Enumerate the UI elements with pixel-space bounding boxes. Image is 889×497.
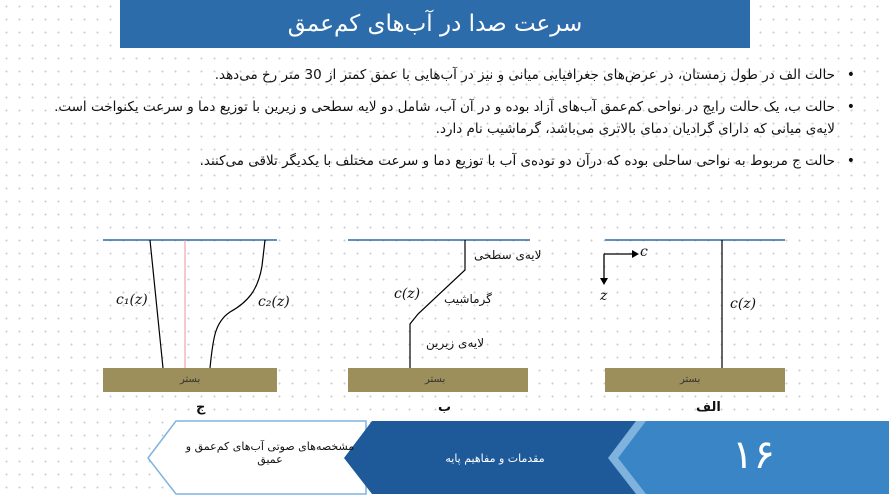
z-axis-label: z (600, 288, 608, 304)
bottom-layer-label: لایه‌ی زیرین (426, 336, 485, 350)
bullet-text: حالت الف در طول زمستان، در عرض‌های جغرافیایی میانی و نیز در آب‌هایی با عمق کمتر از 30 متر رخ می‌دهد. (214, 67, 835, 83)
bullet-item (40, 96, 855, 140)
z-axis-arrowhead-icon (600, 278, 608, 285)
c1z-label: c₁(z) (116, 292, 148, 308)
page-number: ۱۶ (732, 432, 775, 478)
diagram-graphics (0, 228, 889, 428)
pane-label-b: ب (438, 400, 452, 415)
surface-layer-label: لایه‌ی سطحی (474, 248, 542, 262)
section-title: مقدمات و مفاهیم پایه (445, 452, 545, 465)
bullet-item (40, 150, 855, 172)
speed-profile-c2 (210, 240, 265, 368)
cz-label-a: c(z) (730, 296, 757, 312)
seabed-label-a: بستر (680, 374, 701, 385)
slide-footer (0, 418, 889, 497)
bullet-item (40, 64, 855, 86)
pane-label-a: الف (696, 400, 721, 415)
cz-label-b: c(z) (394, 286, 421, 302)
c-axis-label: c (640, 244, 648, 260)
bullet-text: حالت ب، یک حالت رایج در نواحی کم‌عمق آب‌های آزاد بوده و در آن آب، شامل دو لایه سطحی و زیرین با توزیع دما و سرعت یکنواخت است. لایه‌ی میانی که دارای گرادیان دمای بالاتری می‌باشد، گرماشیب نام دارد. (54, 99, 835, 137)
c2z-label: c₂(z) (258, 294, 290, 310)
bullet-text: حالت ج مربوط به نواحی ساحلی بوده که درآن دو توده‌ی آب با توزیع دما و سرعت مختلف با یکدیگر تلاقی می‌کنند. (199, 153, 835, 169)
seabed-label-c: بستر (180, 374, 201, 385)
bullet-list (40, 64, 855, 182)
c-axis-arrowhead-icon (632, 250, 639, 258)
bullet-dot-icon: • (846, 99, 855, 115)
pane-label-c: ج (196, 400, 206, 415)
speed-profile-c1 (150, 240, 163, 368)
sound-speed-diagram (0, 228, 889, 428)
bullet-dot-icon: • (846, 153, 855, 169)
slide-title: سرعت صدا در آب‌های کم‌عمق (120, 0, 750, 48)
bullet-dot-icon: • (846, 67, 855, 83)
chapter-title: مشخصه‌های صوتی آب‌های کم‌عمق و عمیق (185, 440, 355, 466)
thermocline-label: گرماشیب (444, 292, 492, 306)
seabed-label-b: بستر (425, 374, 446, 385)
